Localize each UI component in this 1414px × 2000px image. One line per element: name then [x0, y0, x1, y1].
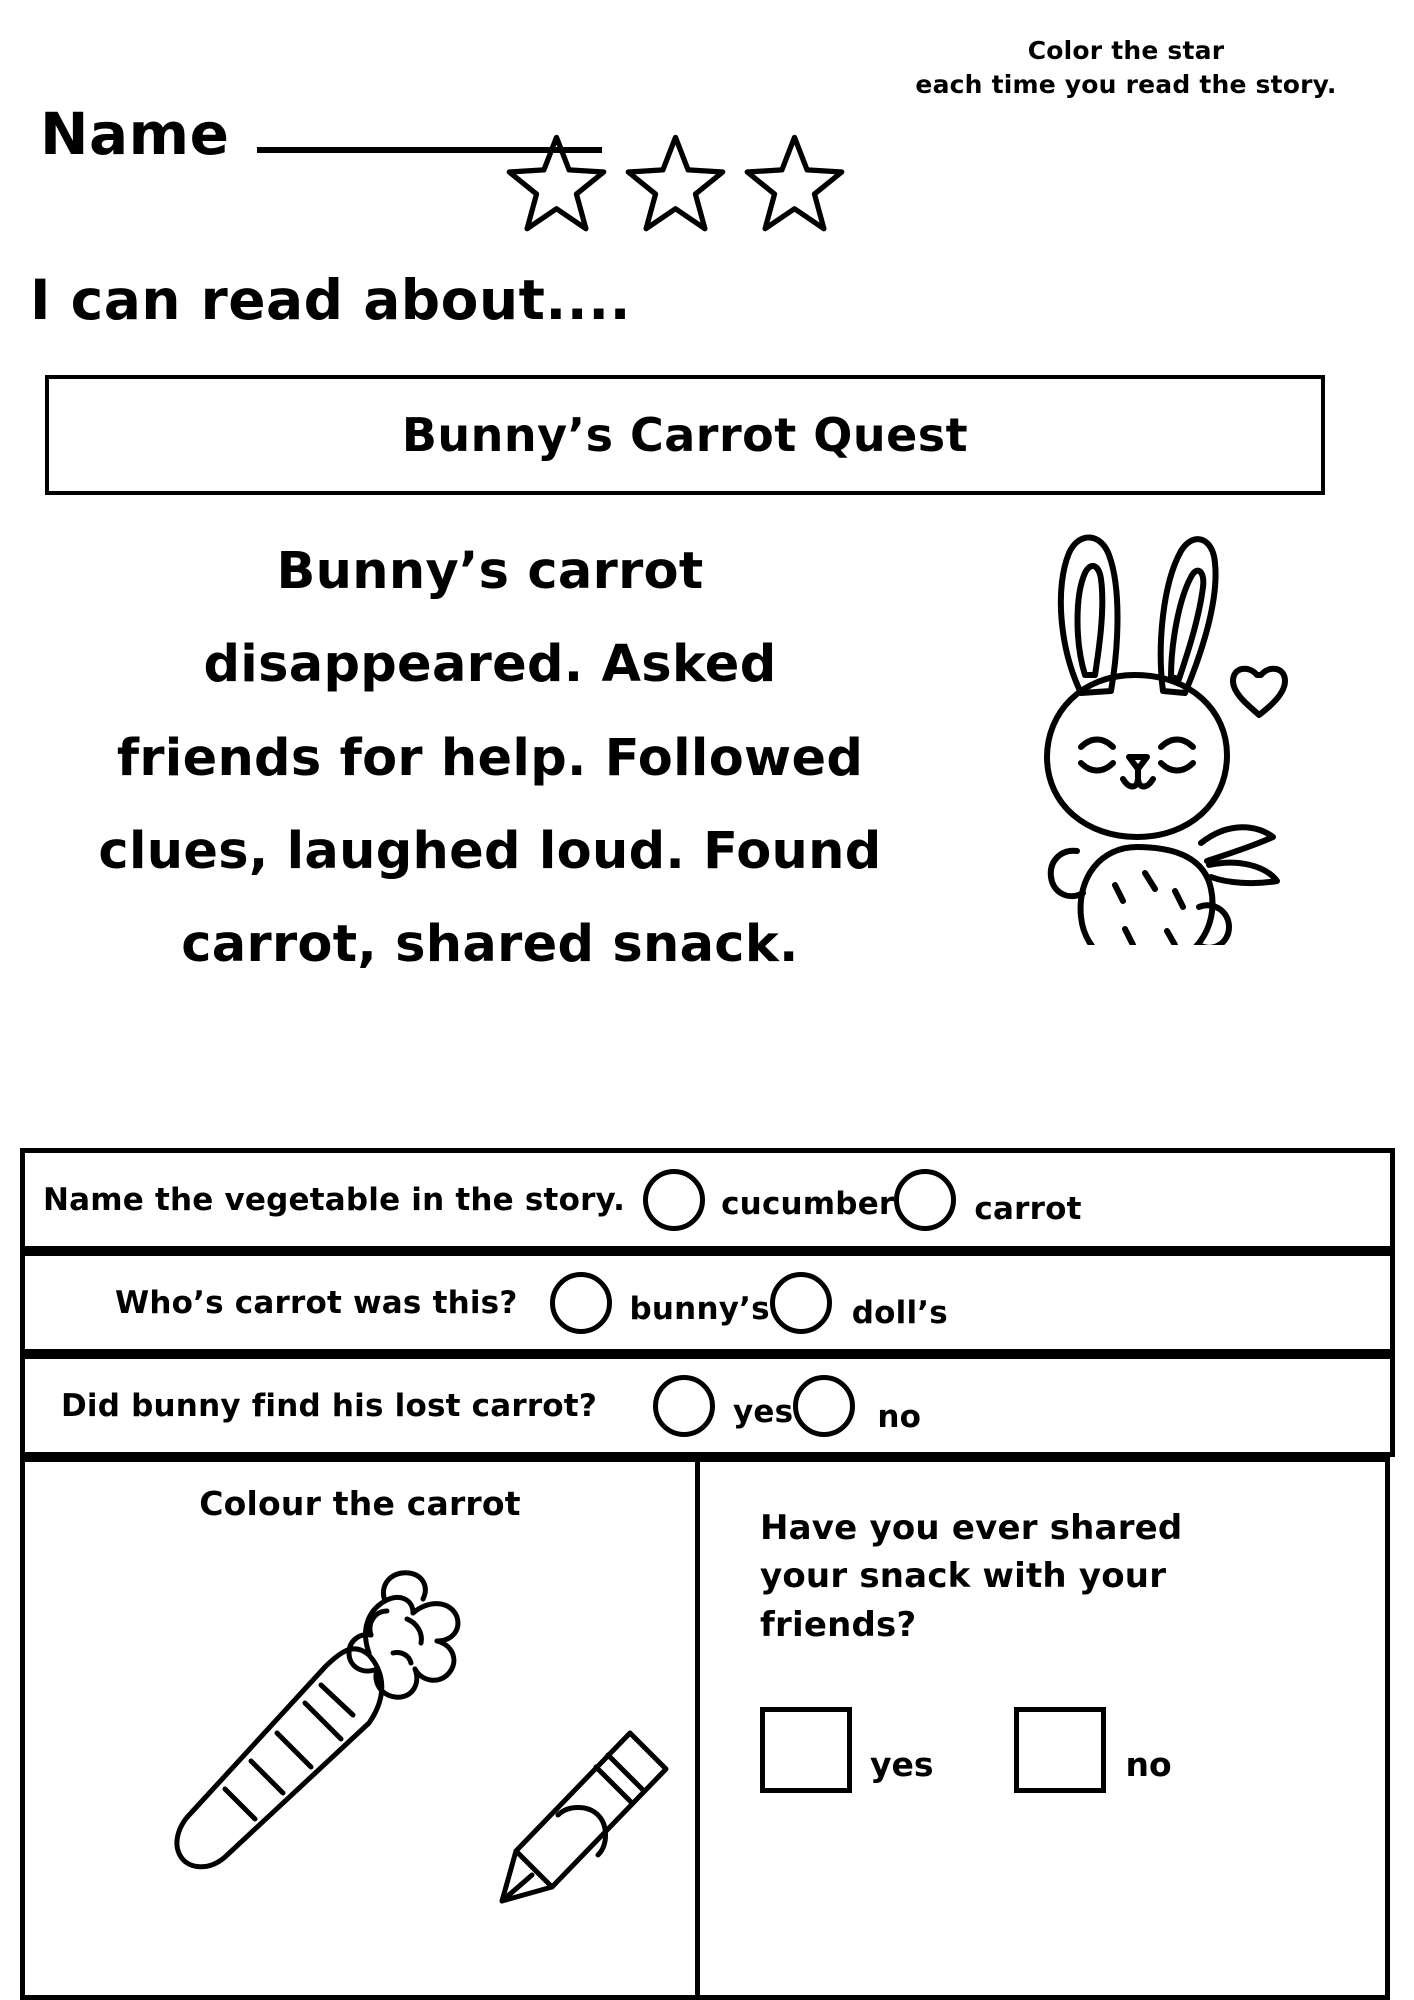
answer-bubble-option-1[interactable] [550, 1272, 612, 1334]
story-title: Bunny’s Carrot Quest [401, 408, 969, 462]
question-prompt: Did bunny find his lost carrot? [61, 1387, 598, 1424]
question-row [20, 1148, 1395, 1251]
star-instruction-line-1: Color the star [1027, 36, 1225, 65]
story-text [20, 525, 960, 992]
reflection-panel [695, 1457, 1390, 2000]
answer-label-option-2: no [877, 1398, 922, 1435]
question-row [20, 1251, 1395, 1354]
star-instruction [876, 34, 1376, 102]
colour-activity-title: Colour the carrot [199, 1484, 521, 1523]
story-line: friends for help. Followed [116, 728, 864, 788]
reflection-prompt [760, 1504, 1260, 1649]
checkbox-yes[interactable] [760, 1707, 852, 1793]
story-line: disappeared. Asked [203, 635, 777, 695]
bunny-holding-carrot-icon [985, 525, 1315, 945]
question-prompt: Name the vegetable in the story. [43, 1181, 626, 1218]
question-prompt: Who’s carrot was this? [115, 1284, 518, 1321]
name-input-line[interactable] [257, 147, 602, 153]
story-line: carrot, shared snack. [181, 915, 799, 975]
checkbox-no[interactable] [1014, 1707, 1106, 1793]
activity-section [20, 1457, 1395, 2000]
answer-label-option-2: carrot [974, 1190, 1082, 1227]
answer-label-option-1: yes [733, 1393, 794, 1430]
star-icon[interactable] [623, 130, 728, 235]
answer-bubble-option-2[interactable] [770, 1272, 832, 1334]
story-line: clues, laughed loud. Found [98, 821, 882, 881]
reflection-prompt-line: your snack with your [760, 1556, 1167, 1597]
star-instruction-line-2: each time you read the story. [915, 69, 1337, 99]
answer-bubble-option-1[interactable] [653, 1375, 715, 1437]
carrot-icon [155, 1557, 485, 1887]
answer-label-option-2: doll’s [851, 1294, 948, 1331]
question-row [20, 1354, 1395, 1457]
story-line: Bunny’s carrot [276, 542, 704, 601]
name-field-row [40, 100, 602, 168]
crayon-icon [480, 1717, 680, 1917]
story-title-box [45, 375, 1325, 495]
read-about-label: I can read about.... [30, 268, 631, 332]
colour-activity-panel [20, 1457, 700, 2000]
checkbox-yes-label: yes [870, 1744, 934, 1784]
answer-label-option-1: bunny’s [629, 1290, 770, 1327]
answer-label-option-1: cucumber [721, 1185, 895, 1222]
star-icon[interactable] [742, 130, 847, 235]
answer-bubble-option-1[interactable] [643, 1169, 705, 1231]
name-label: Name [40, 100, 230, 168]
answer-bubble-option-2[interactable] [793, 1375, 855, 1437]
answer-bubble-option-2[interactable] [894, 1169, 956, 1231]
reflection-prompt-line: Have you ever shared [760, 1508, 1183, 1548]
checkbox-no-label: no [1125, 1744, 1172, 1784]
reflection-prompt-line: friends? [760, 1604, 917, 1645]
reflection-options [760, 1707, 1172, 1793]
